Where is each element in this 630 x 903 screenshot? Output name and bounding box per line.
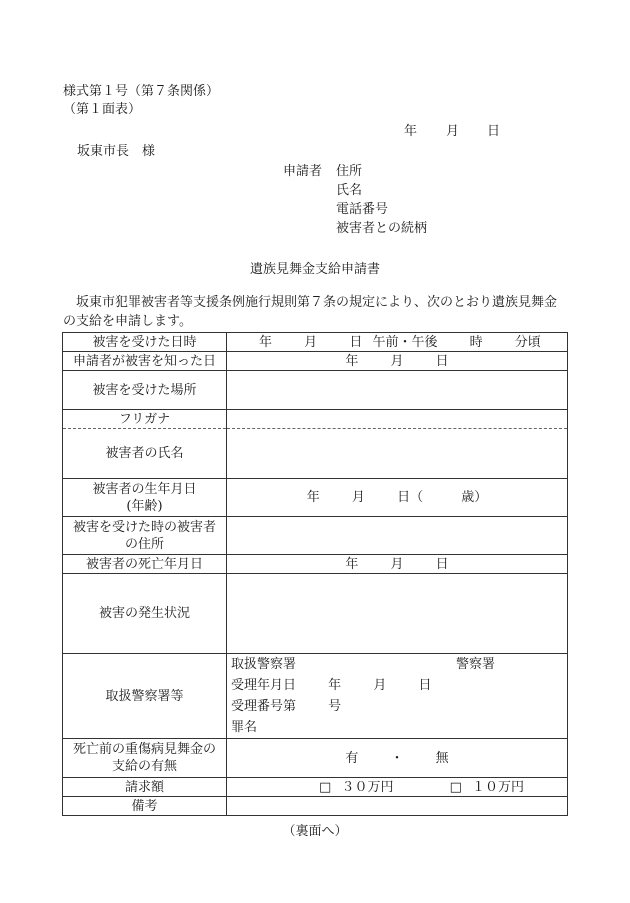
incident-place-field[interactable] xyxy=(227,371,568,410)
station-suffix: 警察署 xyxy=(456,657,496,672)
continued-on-back: （裏面へ） xyxy=(282,824,348,839)
applicant-phone-label: 電話番号 xyxy=(336,202,389,217)
row-label-remarks: 備考 xyxy=(63,797,227,816)
row-label-claim-amount: 請求額 xyxy=(63,778,227,797)
table-row xyxy=(63,654,568,739)
document-title: 遺族見舞金支給申請書 xyxy=(249,262,380,277)
row-label-victim-birthdate: 被害者の生年月日 (年齢) xyxy=(63,479,227,517)
option-300k-checkbox[interactable]: □ xyxy=(319,779,332,795)
claim-amount-field xyxy=(227,778,568,797)
row-label-prior-payment: 死亡前の重傷病見舞金の 支給の有無 xyxy=(63,739,227,778)
option-100k-label: １０万円 xyxy=(472,779,525,795)
applicant-name-label: 氏名 xyxy=(336,183,363,198)
death-date-field[interactable]: 年 月 日 xyxy=(227,555,568,574)
victim-birthdate-field[interactable]: 年 月 日（ 歳） xyxy=(227,479,568,517)
table-row xyxy=(63,352,568,371)
option-100k-checkbox[interactable]: □ xyxy=(449,779,462,795)
applicant-relation-label: 被害者との続柄 xyxy=(336,221,428,236)
table-row xyxy=(63,739,568,778)
page-side-label: （第１面表） xyxy=(63,102,142,117)
table-row xyxy=(63,555,568,574)
row-label-victim-name: 被害者の氏名 xyxy=(63,429,227,479)
applicant-label: 申請者 xyxy=(283,164,323,179)
received-date-label: 受理年月日 xyxy=(231,678,297,693)
row-label-incident-datetime: 被害を受けた日時 xyxy=(63,333,227,352)
prior-payment-field[interactable]: 有 ・ 無 xyxy=(227,739,568,778)
table-row xyxy=(63,333,568,352)
incident-datetime-field[interactable]: 年 月 日 午前・午後 時 分頃 xyxy=(227,333,568,352)
row-label-incident-situation: 被害の発生状況 xyxy=(63,574,227,654)
incident-situation-field[interactable] xyxy=(227,574,568,654)
receipt-number-label: 受理番号第 xyxy=(231,699,297,714)
table-row xyxy=(63,574,568,654)
table-row xyxy=(63,778,568,797)
police-station-field[interactable]: 取扱警察署 警察署 受理年月日 年 月 日 受理番号第 号 罪名 xyxy=(227,654,568,739)
crime-name-label: 罪名 xyxy=(231,720,258,735)
table-row xyxy=(63,371,568,410)
date-year: 年 xyxy=(404,124,418,139)
row-label-police-station: 取扱警察署等 xyxy=(63,654,227,739)
table-row xyxy=(63,429,568,479)
form-number: 様式第１号（第７条関係） xyxy=(63,84,220,99)
victim-address-field[interactable] xyxy=(227,517,568,555)
row-label-date-known: 申請者が被害を知った日 xyxy=(63,352,227,371)
date-day: 日 xyxy=(487,124,501,139)
date-month: 月 xyxy=(446,124,460,139)
table-row xyxy=(63,410,568,429)
table-row xyxy=(63,797,568,816)
date-known-field[interactable]: 年 月 日 xyxy=(227,352,568,371)
addressee: 坂東市長 様 xyxy=(77,144,156,159)
row-label-victim-address: 被害を受けた時の被害者 の住所 xyxy=(63,517,227,555)
row-label-furigana: フリガナ xyxy=(63,410,227,429)
row-label-death-date: 被害者の死亡年月日 xyxy=(63,555,227,574)
body-paragraph: 坂東市犯罪被害者等支援条例施行規則第７条の規定により、次のとおり遺族見舞金の支給を申請します。 xyxy=(63,295,558,329)
application-table xyxy=(62,332,568,816)
remarks-field[interactable] xyxy=(227,797,568,816)
row-label-incident-place: 被害を受けた場所 xyxy=(63,371,227,410)
furigana-field[interactable] xyxy=(227,410,568,429)
victim-name-field[interactable] xyxy=(227,429,568,479)
table-row xyxy=(63,517,568,555)
applicant-address-label: 住所 xyxy=(336,164,363,179)
table-row xyxy=(63,479,568,517)
station-label: 取扱警察署 xyxy=(231,657,297,672)
option-300k-label: ３０万円 xyxy=(341,779,394,795)
